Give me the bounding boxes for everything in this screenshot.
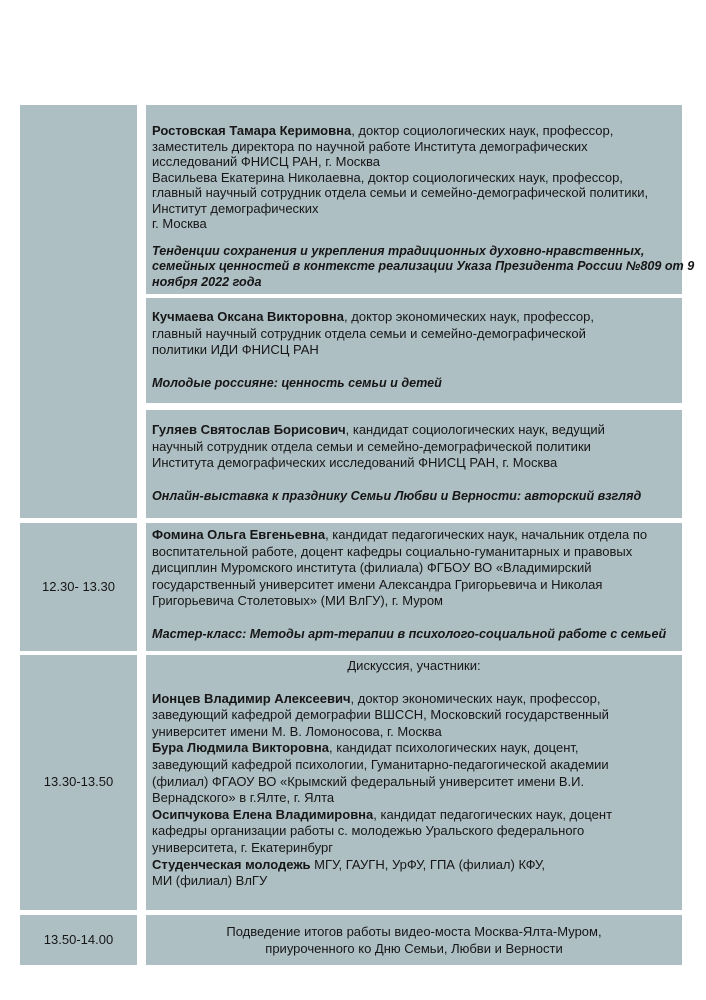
time-label: 13.50-14.00 [43, 932, 114, 947]
text-line [152, 724, 676, 741]
time-cell-empty [20, 105, 137, 518]
session-block-1 [146, 105, 695, 294]
talk-topic: Мастер-класс: Методы арт-терапии в психолого-социальной работе с семьей [152, 626, 667, 641]
summary-line: Подведение итогов работы видео-моста Москва-Ялта-Муром, [226, 924, 602, 939]
text-line [152, 455, 676, 472]
speaker-info: университета, г. Екатеринбург [152, 839, 333, 855]
time-label: 12.30- 13.30 [41, 579, 115, 594]
speaker-info: кафедры организации работы с. молодежью Уральского федерального [152, 823, 585, 839]
summary-line: приуроченного ко Дню Семьи, Любви и Верности [265, 940, 563, 956]
speaker-name: Фомина Ольга Евгеньевна [152, 527, 326, 542]
text-line [152, 123, 676, 139]
speaker-info: исследований ФНИСЦ РАН, г. Москва [152, 154, 380, 169]
text-line [152, 823, 676, 840]
speaker-info: (филиал) ФГАОУ ВО «Крымский федеральный университет имени В.И. [152, 773, 585, 789]
text-line [152, 439, 676, 456]
speaker-info: заместитель директора по научной работе Института демографических [152, 138, 588, 154]
text-line [152, 707, 676, 724]
text-line [152, 201, 676, 217]
speaker-name: Ионцев Владимир Алексеевич [152, 690, 351, 706]
speaker-info: , доктор экономических наук, профессор, [350, 690, 601, 706]
speaker-name: Студенческая молодежь [152, 856, 311, 872]
speaker-name: Осипчукова Елена Владимировна [152, 806, 374, 822]
speaker-info: , кандидат педагогических наук, начальник отдела по [325, 527, 648, 542]
speaker-info: главный научный сотрудник отдела семьи и семейно-демографической [152, 325, 586, 341]
speaker-info: , кандидат психологических наук, доцент, [329, 740, 579, 756]
text-line [152, 873, 676, 890]
text-line [152, 527, 676, 544]
text-line [152, 309, 676, 326]
spacer [152, 472, 676, 488]
spacer [152, 610, 676, 626]
speaker-name: Кучмаева Оксана Викторовна [152, 309, 345, 324]
speaker-info: Институт демографических [152, 200, 319, 216]
speaker-info: заведующий кафедрой психологии, Гуманитарно-педагогической академии [152, 756, 609, 772]
talk-topic: семейных ценностей в контексте реализации Указа Президента России №809 от 9 [152, 259, 695, 273]
speaker-info: Института демографических исследований ФНИСЦ РАН, г. Москва [152, 455, 558, 471]
time-cell [20, 915, 137, 965]
speaker-info: политики ИДИ ФНИСЦ РАН [152, 342, 319, 358]
time-cell [20, 523, 137, 651]
text-line [152, 170, 676, 186]
speaker-info: МГУ, ГАУГН, УрФУ, ГПА (филиал) КФУ, [310, 856, 546, 872]
speaker-info: дисциплин Муромского института (филиала) ФГБОУ ВО «Владимирский [152, 560, 592, 576]
spacer [152, 359, 676, 375]
speaker-info: воспитательной работе, доцент кафедры социально-гуманитарных и правовых [152, 543, 633, 559]
speaker-info: г. Москва [152, 216, 207, 231]
text-line [152, 774, 676, 791]
time-cell [20, 655, 137, 910]
text-line [152, 422, 676, 439]
speaker-name: Гуляев Святослав Борисович [152, 422, 346, 437]
speaker-info: заведующий кафедрой демографии ВШССН, Московский государственный [152, 707, 609, 723]
talk-topic: Тенденции сохранения и укрепления традиционных духовно-нравственных, [152, 243, 645, 258]
text-line [152, 740, 676, 757]
text-line [152, 790, 676, 807]
text-line [152, 216, 676, 232]
speaker-info: , доктор социологических наук, профессор, [351, 123, 614, 138]
speaker-info: , кандидат педагогических наук, доцент [373, 806, 613, 822]
text-line [152, 342, 676, 359]
session-block-2 [146, 298, 682, 403]
speaker-info: Григорьевича Столетовых» (МИ ВлГУ), г. Муром [152, 593, 443, 609]
speaker-info: государственный университет имени Александра Григорьевича и Николая [152, 576, 603, 592]
text-line [152, 185, 676, 201]
speaker-info: университет имени М. В. Ломоносова, г. Москва [152, 723, 442, 739]
text-line [152, 326, 676, 343]
session-block-4 [146, 523, 682, 651]
spacer [152, 232, 676, 244]
text-line [152, 577, 676, 594]
speaker-info: МИ (филиал) ВлГУ [152, 873, 268, 889]
speaker-name: Бура Людмила Викторовна [152, 740, 330, 756]
talk-topic: Онлайн-выставка к празднику Семьи Любви и Верности: авторский взгляд [152, 488, 642, 503]
session-block-3 [146, 410, 682, 518]
discussion-heading: Дискуссия, участники: [347, 658, 481, 673]
text-line [152, 544, 676, 561]
speaker-name: Ростовская Тамара Керимовна [152, 123, 352, 138]
time-label: 13.30-13.50 [43, 774, 114, 789]
speaker-info: главный научный сотрудник отдела семьи и семейно-демографической политики, [152, 185, 649, 200]
summary-block [146, 915, 682, 965]
text-line [152, 840, 676, 857]
discussion-block [146, 655, 682, 910]
talk-topic: Молодые россияне: ценность семьи и детей [152, 375, 442, 390]
text-line [152, 139, 676, 155]
text-line [152, 154, 676, 170]
speaker-info: , кандидат социологических наук, ведущий [345, 422, 605, 437]
speaker-info: научный сотрудник отдела семьи и семейно-демографической политики [152, 438, 591, 454]
text-line [152, 757, 676, 774]
text-line [152, 560, 676, 577]
speaker-info: Васильева Екатерина Николаевна, доктор социологических наук, профессор, [152, 169, 623, 185]
text-line [152, 857, 676, 874]
text-line [152, 807, 676, 824]
speaker-info: Вернадского» в г.Ялте, г. Ялта [152, 790, 335, 806]
talk-topic: ноября 2022 года [152, 274, 262, 289]
spacer [152, 675, 676, 691]
text-line [152, 593, 676, 610]
speaker-info: , доктор экономических наук, профессор, [344, 309, 594, 324]
text-line [152, 691, 676, 708]
